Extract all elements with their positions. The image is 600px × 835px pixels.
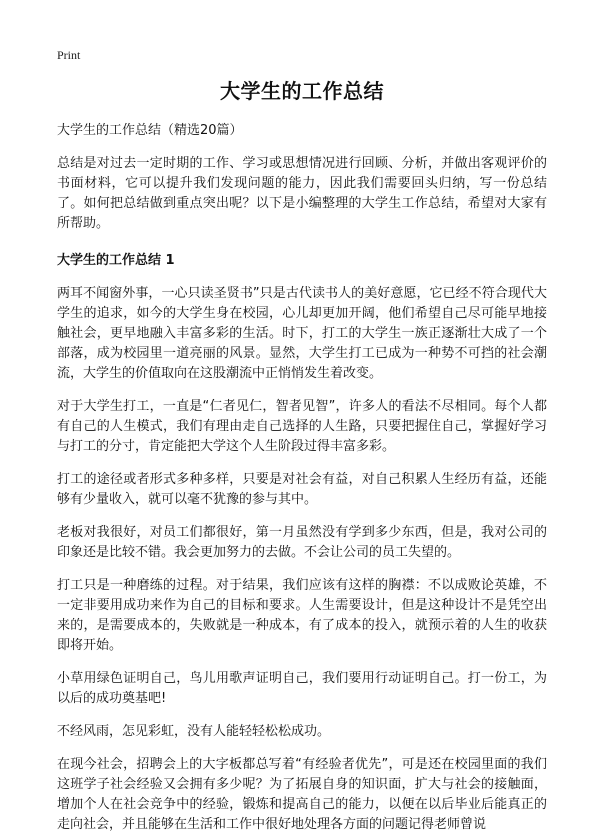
paragraph-4: 老板对我很好，对员工们都很好，第一月虽然没有学到多少东西，但是，我对公司的印象还是比较不错。我会更加努力的去做。不会让公司的员工失望的。 xyxy=(57,525,547,560)
document-subtitle: 大学生的工作总结（精选20篇） xyxy=(57,123,243,138)
paragraph-8: 在现今社会，招聘会上的大字板都总写着“有经验者优先”，可是还在校园里面的我们这班学子社会经验又会拥有多少呢？为了拓展自身的知识面，扩大与社会的接触面，增加个人在社会竞争中的经验，锻炼和提高自己的能力，以便在以后毕业后能真正的走向社会，并且能够在生活和工作中很好地处理各方面的问题记得老师曾说 xyxy=(57,757,547,832)
paragraph-2: 对于大学生打工，一直是“仁者见仁，智者见智”，许多人的看法不尽相同。每个人都有自己的人生模式，我们有理由走自己选择的人生路，只要把握住自己，掌握好学习与打工的分寸，肯定能把大学这个人生阶段过得丰富多彩。 xyxy=(57,399,547,454)
paragraph-6: 小草用绿色证明自己，鸟儿用歌声证明自己，我们要用行动证明自己。打一份工，为以后的成功奠基吧! xyxy=(57,671,547,706)
document-body xyxy=(57,78,547,835)
paragraph-1: 两耳不闻窗外事，一心只读圣贤书”只是古代读书人的美好意愿，它已经不符合现代大学生的追求，如今的大学生身在校园，心儿却更加开阔，他们希望自己尽可能早地接触社会，更早地融入丰富多彩的生活。时下，打工的大学生一族正逐渐壮大成了一个部落，成为校园里一道亮丽的风景。显然，大学生打工已成为一种势不可挡的社会潮流，大学生的价值取向在这股潮流中正悄悄发生着改变。 xyxy=(57,286,547,381)
paragraph-3: 打工的途径或者形式多种多样，只要是对社会有益，对自己积累人生经历有益，还能够有少量收入，就可以毫不犹豫的参与其中。 xyxy=(57,472,547,507)
print-link[interactable]: Print xyxy=(57,48,81,62)
document-title: 大学生的工作总结 xyxy=(220,79,384,103)
paragraph-7: 不经风雨，怎见彩虹，没有人能轻轻松松成功。 xyxy=(57,724,331,739)
intro-paragraph: 总结是对过去一定时期的工作、学习或思想情况进行回顾、分析，并做出客观评价的书面材料，它可以提升我们发现问题的能力，因此我们需要回头归纳，写一份总结了。如何把总结做到重点突出呢？以下是小编整理的大学生工作总结，希望对大家有所帮助。 xyxy=(57,156,547,231)
paragraph-5: 打工只是一种磨练的过程。对于结果，我们应该有这样的胸襟：不以成败论英雄，不一定非要用成功来作为自己的目标和要求。人生需要设计，但是这种设计不是凭空出来的，是需要成本的，失败就是一种成本，有了成本的投入，就预示着的人生的收获即将开始。 xyxy=(57,578,547,653)
section-heading: 大学生的工作总结 1 xyxy=(57,253,175,268)
